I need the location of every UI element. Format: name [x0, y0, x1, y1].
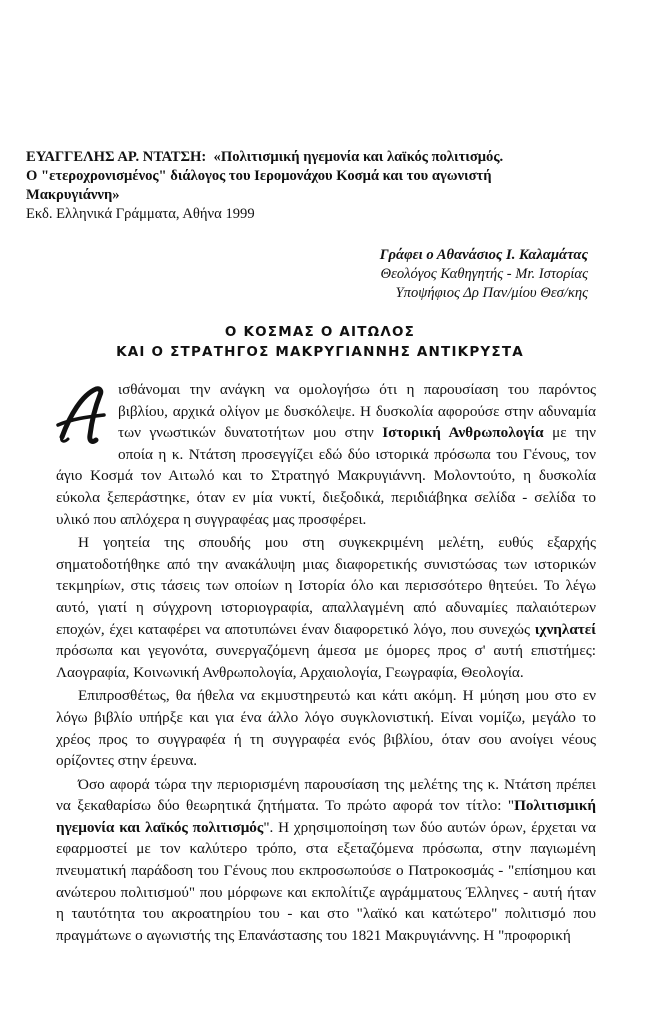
- citation-line-1: [26, 148, 626, 167]
- book-title-line-1: «Πολιτισμική ηγεμονία και λαϊκός πολιτισμός.: [213, 149, 504, 165]
- paragraph-1-text-a: ισθάνομαι την ανάγκη να ομολογήσω ότι η παρουσίαση του παρόντος βιβλίου, αρχικά ολίγον με δυσκόλεψε. Η δυσκολία αφορούσε στην αδυναμία των γνωστικών δυνατοτήτων μου στην: [118, 381, 596, 442]
- reviewer-name: Γράφει ο Αθανάσιος Ι. Καλαμάτας: [379, 247, 588, 263]
- article-title-line-2: ΚΑΙ Ο ΣΤΡΑΤΗΓΟΣ ΜΑΚΡΥΓΙΑΝΝΗΣ ΑΝΤΙΚΡΥΣΤΑ: [116, 344, 524, 360]
- paragraph-3: Επιπροσθέτως, θα ήθελα να εκμυστηρευτώ και κάτι ακόμη. Η μύηση μου στο εν λόγω βιβλίο υπήρξε και για ένα άλλο λόγο συγκλονιστική. Είναι νομίζω, μεγάλο το χρέος προς το συγγραφέα ή τη συγγραφέα ενός βιβλίου, όταν σου ανοίγει νέους ορίζοντες στην έρευνα.: [56, 687, 596, 770]
- reviewer-info: [300, 246, 588, 303]
- citation-line-2: [26, 167, 626, 186]
- paragraph-1: [56, 379, 596, 530]
- paragraph-2-text-a: Η γοητεία της σπουδής μου στη συγκεκριμένη μελέτη, ευθύς εξαρχής σηματοδοτήθηκε από την ανακάλυψη μιας διαφορετικής συνιστώσας των ιστορικών τεκμηρίων, στις τάσεις των οποίων η Ιστορία όλο και περισσότερο θητεύει. Το λέγω αυτό, γιατί η σύγχρονη ιστοριογραφία, απαλλαγμένη από αδυναμίες παλαιότερων εποχών, έχει καταφέρει να αποτυπώνει έναν διαφορετικό λόγο, που συνεχώς: [56, 534, 596, 638]
- dropcap-letter: [56, 385, 110, 445]
- paragraph-1-bold: Ιστορική Ανθρωπολογία: [382, 424, 544, 442]
- reviewer-title: Θεολόγος Καθηγητής - Mr. Ιστορίας: [380, 266, 588, 282]
- paragraph-4: [56, 774, 596, 947]
- paragraph-2: [56, 532, 596, 683]
- book-citation: [26, 148, 626, 224]
- book-title-line-3: Μακρυγιάννη»: [26, 187, 120, 203]
- paragraph-4-text-a: Όσο αφορά τώρα την περιορισμένη παρουσίαση της μελέτης της κ. Ντάτση πρέπει να ξεκαθαρίσω δύο θεωρητικά ζητήματα. Το πρώτο αφορά τον τίτλο: ": [56, 775, 596, 815]
- reviewer-degree: Υποψήφιος Δρ Παν/μίου Θεσ/κης: [395, 285, 588, 301]
- paragraph-2-bold: ιχνηλατεί: [534, 620, 596, 638]
- book-title-line-2: Ο "ετεροχρονισμένος" διάλογος του Ιερομονάχου Κοσμά και του αγωνιστή: [26, 168, 492, 184]
- article-title: [60, 322, 580, 362]
- article-body: [56, 379, 596, 946]
- paragraph-1-text-b: με την οποία η κ. Ντάτση προσεγγίζει εδώ δύο ιστορικά πρόσωπα του Γένους, τον άγιο Κοσμά τον Αιτωλό και το Στρατηγό Μακρυγιάννη. Μολοντούτο, η δυσκολία εύκολα ξεπεράστηκε, όταν εν μία νυκτί, διεξοδικά, περιδιάβηκα σελίδα - σελίδα το υλικό που απλόχερα η συγγραφέας μας προσφέρει.: [56, 424, 596, 528]
- citation-line-3: [26, 186, 626, 205]
- paragraph-4-text-b: ". Η χρησιμοποίηση των δύο αυτών όρων, έρχεται να εφαρμοστεί με τον καλύτερο τρόπο, στα εξεταζόμενα πρόσωπα, στην παγιωμένη πνευματική παράδοση του Γένους που εκπροσωπούσε ο Πατροκοσμάς - "επίσημου και ανώτερου πολιτισμού" που μόρφωνε και εκπολίτιζε αγράμματους Έλληνες - αυτή ήταν η ταυτότητα του ακροατηρίου του - και στο "λαϊκό και κατώτερο" πολιτισμό που πραγμάτωνε ο αγωνιστής της Επανάστασης του 1821 Μακρυγιάννης. Η "προφορική: [56, 818, 596, 944]
- paragraph-2-text-b: πρόσωπα και γεγονότα, συνεργαζόμενη άμεσα με όμορες προς σ' αυτή επιστήμες: Λαογραφία, Κοινωνική Ανθρωπολογία, Αρχαιολογία, Γεωγραφία, Θεολογία.: [56, 642, 596, 681]
- book-author: ΕΥΑΓΓΕΛΗΣ ΑΡ. ΝΤΑΤΣΗ:: [26, 149, 207, 165]
- paragraph-4-bold: Πολιτισμική ηγεμονία και λαϊκός πολιτισμός: [56, 797, 596, 836]
- article-title-line-1: Ο ΚΟΣΜΑΣ Ο ΑΙΤΩΛΟΣ: [224, 324, 416, 340]
- publisher-info: Εκδ. Ελληνικά Γράμματα, Αθήνα 1999: [26, 206, 255, 222]
